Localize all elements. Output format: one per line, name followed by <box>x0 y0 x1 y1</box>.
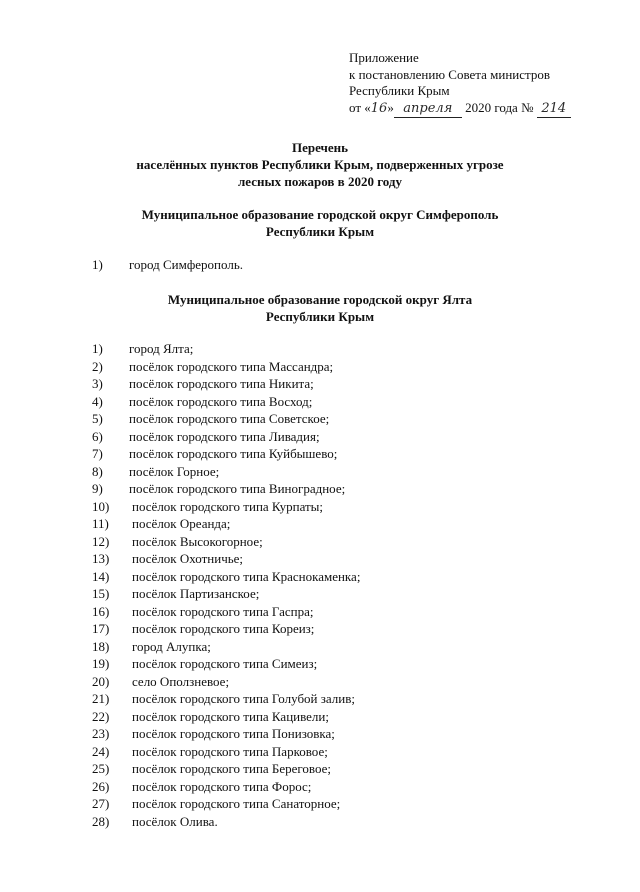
list-item-text: посёлок городского типа Голубой залив; <box>132 691 355 706</box>
list-item-number: 12) <box>92 533 110 549</box>
title-line-1: Перечень <box>291 140 349 155</box>
list-item-number: 10) <box>92 498 110 514</box>
list-item-text: посёлок городского типа Курпаты; <box>132 498 324 514</box>
list-item-text: посёлок городского типа Форос; <box>132 778 312 794</box>
list-item-number: 2) <box>92 358 103 374</box>
list-item-number: 9) <box>92 481 103 496</box>
list-item-number: 18) <box>92 638 110 654</box>
list-item <box>0 481 640 498</box>
list-item <box>0 394 640 411</box>
list-item-text: посёлок Ореанда; <box>132 516 231 531</box>
list-item-text: посёлок городского типа Куйбышево; <box>129 446 338 461</box>
annex-block <box>349 50 571 118</box>
list-item-text: посёлок Партизанское; <box>132 586 260 601</box>
date-prefix: от « <box>349 99 371 115</box>
list-item <box>0 569 640 586</box>
list-item <box>0 446 640 463</box>
list-item-number: 15) <box>92 586 110 601</box>
list-item <box>0 814 640 831</box>
list-item-text: посёлок городского типа Понизовка; <box>132 726 335 741</box>
list-item-number: 25) <box>92 761 110 776</box>
list-item <box>0 604 640 621</box>
annex-resolution: к постановлению Совета министров <box>349 66 550 82</box>
list-item-number: 24) <box>92 743 110 759</box>
date-month-handwritten: апреля <box>394 101 462 119</box>
list-item-number: 16) <box>92 603 110 619</box>
list-item <box>0 639 640 656</box>
list-item <box>0 779 640 796</box>
list-item <box>0 516 640 533</box>
date-day-handwritten: 16 <box>370 100 388 116</box>
list-item-text: город Ялта; <box>129 341 194 356</box>
list-item <box>0 499 640 516</box>
document-title <box>0 139 640 190</box>
list-item-number: 22) <box>92 708 110 724</box>
list-item-number: 6) <box>92 428 103 444</box>
list-item-text: посёлок городского типа Береговое; <box>132 761 332 776</box>
list-item-number: 27) <box>92 796 110 811</box>
list-item-text: город Симферополь. <box>129 257 243 272</box>
list-item <box>0 429 640 446</box>
list-item-number: 1) <box>92 341 103 356</box>
list-item <box>0 586 640 603</box>
list-item <box>0 709 640 726</box>
list-item-number: 20) <box>92 673 110 689</box>
list-item-text: посёлок городского типа Советское; <box>129 411 330 426</box>
list-item-number: 19) <box>92 656 110 671</box>
list-item-number: 8) <box>92 463 103 479</box>
list-item-text: посёлок Высокогорное; <box>132 533 263 549</box>
list-item-text: посёлок городского типа Симеиз; <box>132 656 318 671</box>
list-item <box>0 656 640 673</box>
list-item <box>0 744 640 761</box>
annex-republic: Республики Крым <box>349 83 450 98</box>
annex-date-line <box>349 100 571 119</box>
list-item-text: посёлок городского типа Кореиз; <box>132 621 315 636</box>
list-item-number: 1) <box>92 257 103 272</box>
list-item-number: 21) <box>92 691 110 706</box>
section-heading-line: Муниципальное образование городской округ Ялта <box>167 292 473 307</box>
list-item-number: 23) <box>92 726 110 741</box>
list-item-number: 13) <box>92 551 110 566</box>
list-item-number: 11) <box>92 516 109 531</box>
list-item-text: посёлок городского типа Виноградное; <box>129 481 346 496</box>
list-item <box>0 376 640 393</box>
list-item-number: 3) <box>92 376 103 391</box>
document-number-handwritten: 214 <box>537 101 571 119</box>
section-heading-line: Республики Крым <box>265 224 375 239</box>
list-item-text: город Алупка; <box>132 638 211 654</box>
title-line-2: населённых пунктов Республики Крым, подверженных угрозе <box>136 157 504 172</box>
list-item <box>0 341 640 358</box>
section-heading-simferopol <box>0 206 640 240</box>
list-item <box>0 761 640 778</box>
section-heading-yalta <box>0 291 640 325</box>
section-heading-line: Республики Крым <box>265 309 375 324</box>
list-item-text: посёлок городского типа Массандра; <box>129 358 334 374</box>
list-item-number: 7) <box>92 446 103 461</box>
list-item <box>0 691 640 708</box>
list-item-number: 28) <box>92 813 110 829</box>
list-item-number: 5) <box>92 411 103 426</box>
title-line-3: лесных пожаров в 2020 году <box>238 174 402 189</box>
list-item-text: посёлок Олива. <box>132 813 218 829</box>
list-item-number: 4) <box>92 393 103 409</box>
list-item-text: посёлок городского типа Краснокаменка; <box>132 568 361 584</box>
list-item-text: посёлок городского типа Гаспра; <box>132 603 314 619</box>
list-item-text: посёлок городского типа Парковое; <box>132 743 328 759</box>
list-item <box>0 621 640 638</box>
list-item <box>0 464 640 481</box>
list-item-text: посёлок городского типа Ливадия; <box>129 428 320 444</box>
annex-title: Приложение <box>349 50 419 65</box>
list-item-text: посёлок Горное; <box>129 463 220 479</box>
date-year: 2020 года № <box>461 99 537 115</box>
list-item-text: посёлок городского типа Санаторное; <box>132 796 341 811</box>
date-mid: » <box>387 99 394 115</box>
list-item-text: посёлок городского типа Восход; <box>129 393 313 409</box>
list-item-text: посёлок городского типа Кацивели; <box>132 708 329 724</box>
section-heading-line: Муниципальное образование городской округ Симферополь <box>141 207 499 222</box>
list-item <box>0 551 640 568</box>
list-item <box>0 726 640 743</box>
list-item-text: посёлок Охотничье; <box>132 551 244 566</box>
list-item <box>0 257 640 274</box>
list-item-number: 17) <box>92 621 110 636</box>
list-item <box>0 796 640 813</box>
list-item-text: село Оползневое; <box>132 673 230 689</box>
list-item-number: 26) <box>92 778 110 794</box>
list-item-text: посёлок городского типа Никита; <box>129 376 314 391</box>
list-item <box>0 674 640 691</box>
list-item <box>0 534 640 551</box>
list-item-number: 14) <box>92 568 110 584</box>
list-item <box>0 359 640 376</box>
list-item <box>0 411 640 428</box>
